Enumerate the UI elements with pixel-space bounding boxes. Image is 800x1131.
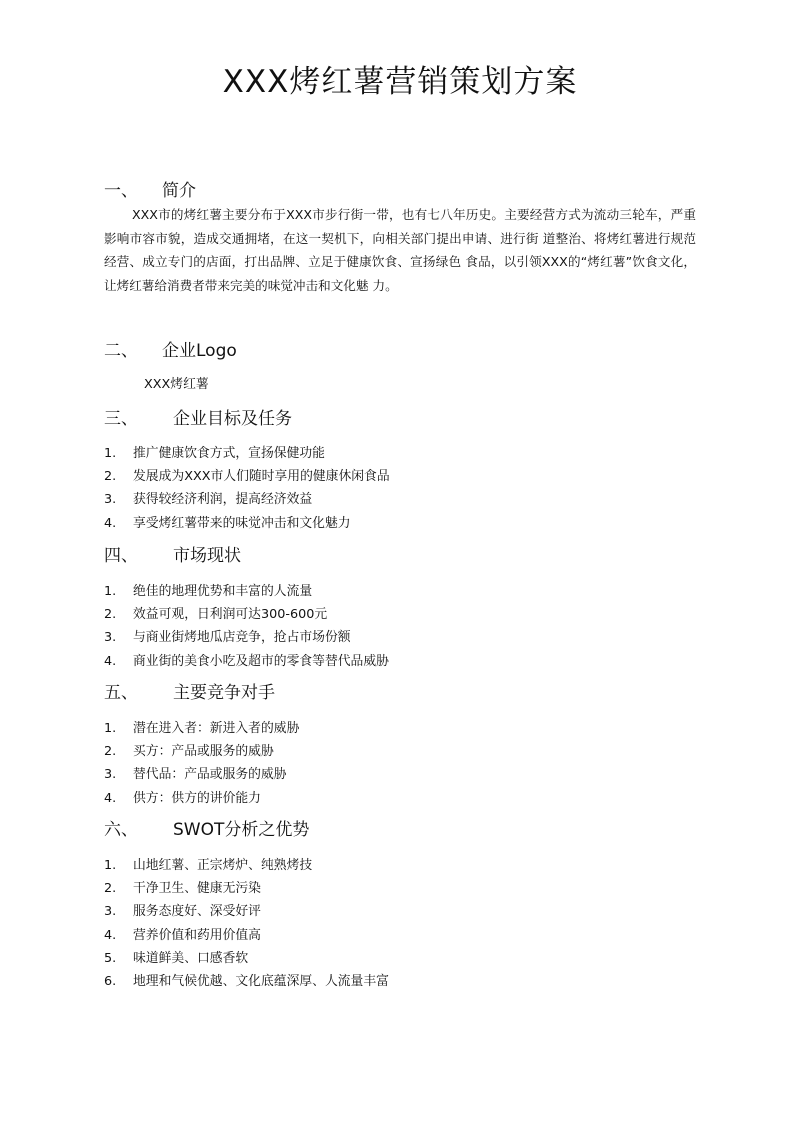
list-item: 4. 商业街的美食小吃及超市的零食等替代品威胁 (104, 653, 389, 669)
list-item: 1. 潜在进入者：新进入者的威胁 (104, 721, 300, 736)
section-title: 企业Logo (162, 341, 237, 361)
competitors-list (104, 717, 299, 810)
list-item: 4. 供方：供方的讲价能力 (104, 790, 261, 806)
section-number: 六、 (104, 820, 138, 840)
section-title: 企业目标及任务 (173, 409, 292, 429)
list-item: 4. 营养价值和药用价值高 (104, 927, 261, 943)
list-item: 3. 与商业街烤地瓜店竞争，抢占市场份额 (104, 630, 351, 646)
section-title: 市场现状 (173, 546, 241, 566)
section-heading-intro (104, 180, 196, 202)
section-heading-market (104, 545, 241, 567)
list-item: 1. 山地红薯、正宗烤炉、纯熟烤技 (104, 858, 313, 873)
list-item: 5. 味道鲜美、口感香软 (104, 950, 249, 966)
logo-text: XXX烤红薯 (144, 377, 209, 392)
section-heading-logo (104, 340, 237, 362)
list-item: 2. 干净卫生、健康无污染 (104, 881, 261, 897)
section-number: 五、 (104, 683, 138, 703)
list-item: 3. 服务态度好、深受好评 (104, 904, 261, 920)
section-number: 三、 (104, 409, 138, 429)
list-item: 2. 买方：产品或服务的威胁 (104, 744, 274, 760)
list-item: 2. 效益可观，日利润可达300-600元 (104, 607, 328, 623)
list-item: 3. 获得较经济利润，提高经济效益 (104, 492, 313, 508)
section-number: 四、 (104, 546, 138, 566)
section-number: 二、 (104, 341, 138, 361)
market-list (104, 580, 389, 673)
list-item: 3. 替代品：产品或服务的威胁 (104, 767, 287, 783)
section-heading-goals (104, 408, 292, 430)
goals-list (104, 442, 390, 535)
section-heading-swot (104, 819, 310, 841)
section-title: 简介 (162, 181, 196, 201)
intro-paragraph: XXX市的烤红薯主要分布于XXX市步行街一带，也有七八年历史。主要经营方式为流动三轮车，严重影响市容市貌，造成交通拥堵，在这一契机下，向相关部门提出申请、进行街 道整治、将烤红薯进行规范经营、成立专门的店面，打出品牌、立足于健康饮食、宣扬绿色 食品，以引领XXX的“烤红薯”饮食文化，让烤红薯给消费者带来完美的味觉冲击和文化魅 力。 (104, 207, 696, 293)
list-item: 4. 享受烤红薯带来的味觉冲击和文化魅力 (104, 515, 351, 531)
list-item: 1. 推广健康饮食方式，宣扬保健功能 (104, 446, 325, 461)
section-number: 一、 (104, 181, 138, 201)
section-title: 主要竞争对手 (173, 683, 275, 703)
list-item: 6. 地理和气候优越、文化底蕴深厚、人流量丰富 (104, 974, 389, 990)
document-title: XXX烤红薯营销策划方案 (222, 64, 578, 100)
swot-strengths-list (104, 854, 389, 993)
list-item: 2. 发展成为XXX市人们随时享用的健康休闲食品 (104, 469, 390, 485)
list-item: 1. 绝佳的地理优势和丰富的人流量 (104, 584, 313, 599)
section-title: SWOT分析之优势 (173, 820, 310, 840)
section-heading-competitors (104, 682, 275, 704)
